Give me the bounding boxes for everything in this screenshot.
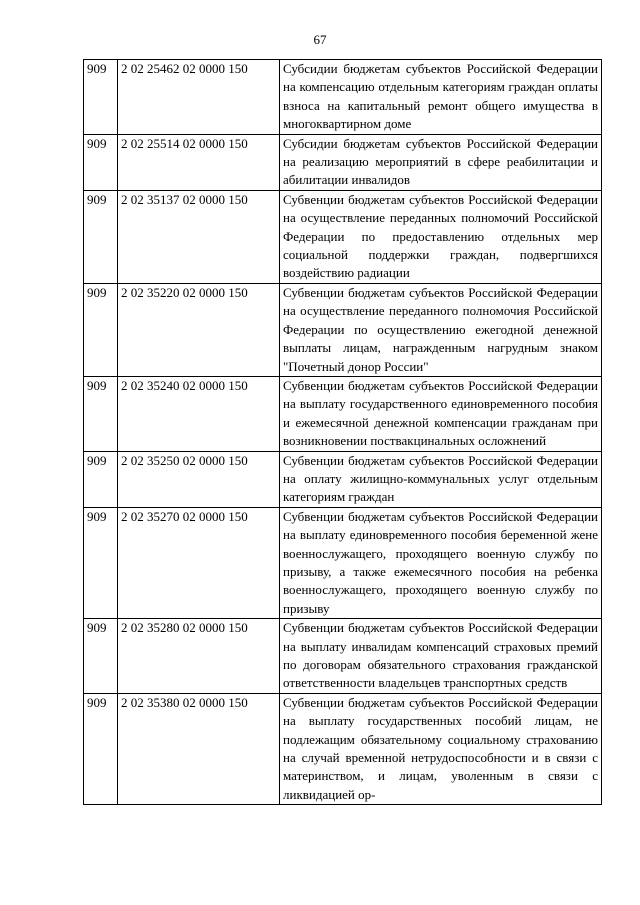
budget-code-cell: 2 02 35250 02 0000 150 [118, 451, 280, 507]
revenue-name-cell: Субсидии бюджетам субъектов Российской Федерации на компенсацию отдельным категориям граждан оплаты взноса на капитальный ремонт общего имущества в многоквартирном доме [280, 60, 602, 135]
admin-code-cell: 909 [84, 619, 118, 694]
revenue-name-cell [280, 693, 602, 804]
revenue-name-cell: Субвенции бюджетам субъектов Российской Федерации на осуществление переданных полномочий Российской Федерации по предоставлению отдельных мер социальной поддержки граждан, подвергшихся воздействию радиации [280, 190, 602, 283]
budget-code-cell: 2 02 25514 02 0000 150 [118, 134, 280, 190]
admin-code-cell: 909 [84, 451, 118, 507]
page-number: 67 [313, 32, 327, 47]
admin-code-cell: 909 [84, 190, 118, 283]
budget-code-cell: 2 02 35380 02 0000 150 [118, 693, 280, 804]
table-row [84, 376, 602, 451]
revenue-name-cell: Субвенции бюджетам субъектов Российской Федерации на осуществление переданного полномочия Российской Федерации по осуществлению ежегодной денежной выплаты лицам, награжденным нагрудным знаком "Почетный донор России" [280, 283, 602, 376]
admin-code-cell: 909 [84, 283, 118, 376]
budget-code-cell: 2 02 35240 02 0000 150 [118, 376, 280, 451]
table-row [84, 619, 602, 694]
budget-code-cell: 2 02 35270 02 0000 150 [118, 507, 280, 618]
budget-code-cell: 2 02 35137 02 0000 150 [118, 190, 280, 283]
revenue-name-cell: Субвенции бюджетам субъектов Российской Федерации на выплату единовременного пособия беременной жене военнослужащего, проходящего военную службу по призыву, а также ежемесячного пособия на ребенка военнослужащего, проходящего военную службу по призыву [280, 507, 602, 618]
table-row [84, 507, 602, 618]
table-row [84, 134, 602, 190]
budget-code-cell: 2 02 35220 02 0000 150 [118, 283, 280, 376]
table-row [84, 190, 602, 283]
admin-code-cell: 909 [84, 507, 118, 618]
admin-code-cell: 909 [84, 693, 118, 804]
budget-code-cell: 2 02 35280 02 0000 150 [118, 619, 280, 694]
budget-code-cell: 2 02 25462 02 0000 150 [118, 60, 280, 135]
admin-code-cell: 909 [84, 60, 118, 135]
admin-code-cell: 909 [84, 376, 118, 451]
revenue-name-cell: Субвенции бюджетам субъектов Российской Федерации на оплату жилищно-коммунальных услуг отдельным категориям граждан [280, 451, 602, 507]
revenue-name-text: Субвенции бюджетам субъектов Российской Федерации на выплату государственных пособий лицам, не подлежащим обязательному социальному страхованию на случай временной нетрудоспособности и в связи с материнством, и лицам, уволенным в связи с ликвидацией ор- [283, 694, 598, 802]
admin-code-cell: 909 [84, 134, 118, 190]
table-row [84, 283, 602, 376]
revenue-name-cell: Субвенции бюджетам субъектов Российской Федерации на выплату инвалидам компенсаций страховых премий по договорам обязательного страхования гражданской ответственности владельцев транспортных средств [280, 619, 602, 694]
table-row [84, 693, 602, 804]
revenue-name-cell: Субвенции бюджетам субъектов Российской Федерации на выплату государственного единовременного пособия и ежемесячной денежной компенсации гражданам при возникновении поствакцинальных осложнений [280, 376, 602, 451]
table-row [84, 60, 602, 135]
revenue-name-cell: Субсидии бюджетам субъектов Российской Федерации на реализацию мероприятий в сфере реабилитации и абилитации инвалидов [280, 134, 602, 190]
table-row [84, 451, 602, 507]
budget-revenue-table [83, 59, 602, 805]
